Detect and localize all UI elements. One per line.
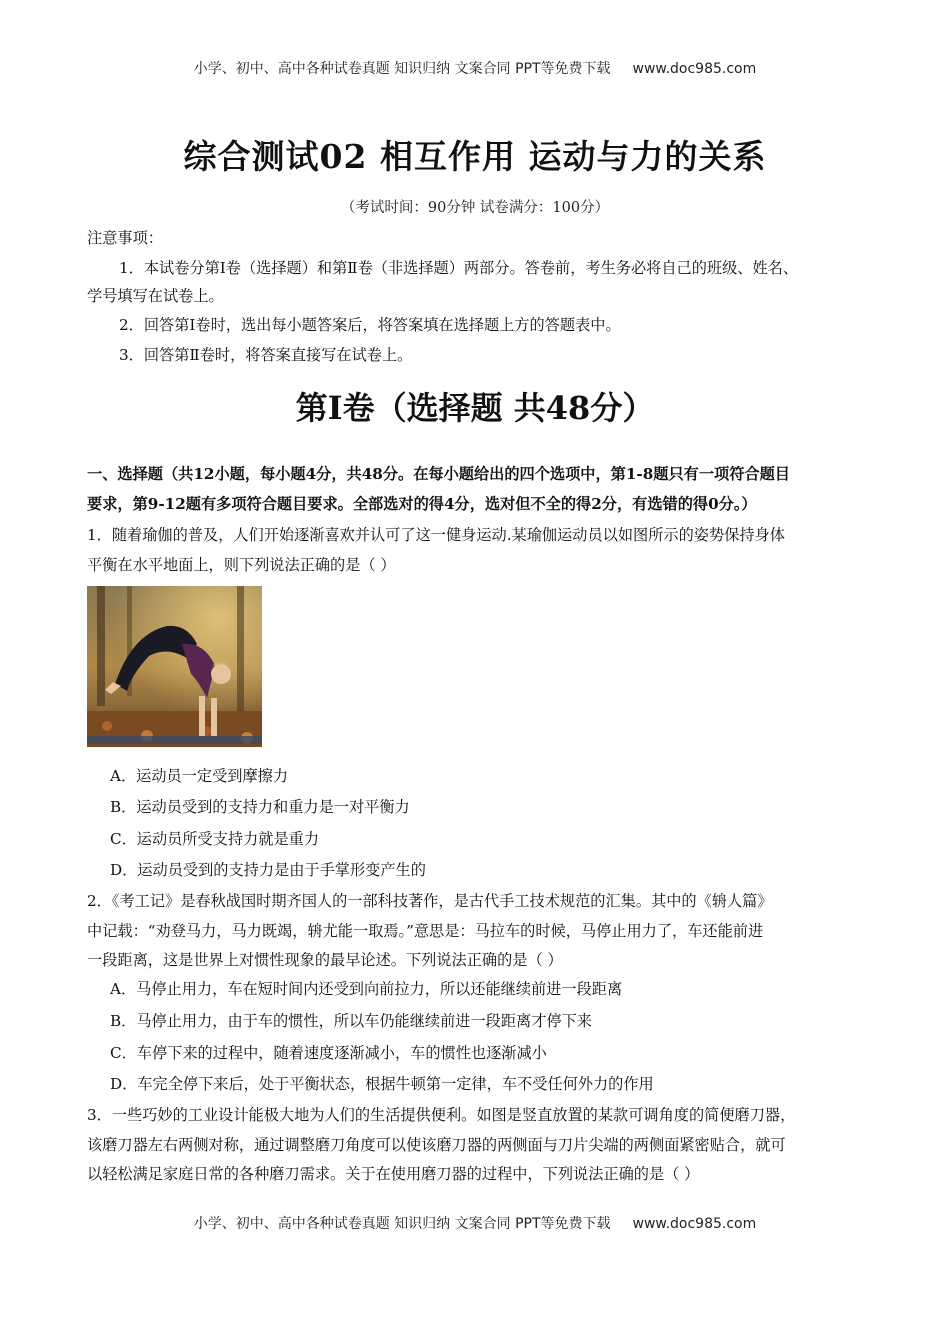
part-heading-line: 一、选择题（共12小题，每小题4分，共48分。在每小题给出的四个选项中，第1-8题只有一项符合题目 <box>87 465 790 483</box>
footer-text: 小学、初中、高中各种试卷真题 知识归纳 文案合同 PPT等免费下载 <box>193 1216 611 1232</box>
note-line: 2．回答第Ⅰ卷时，选出每小题答案后，将答案填在选择题上方的答题表中。 <box>119 316 621 334</box>
option-d: D．车完全停下来后，处于平衡状态，根据牛顿第一定律，车不受任何外力的作用 <box>110 1075 654 1093</box>
note-line: 3．回答第Ⅱ卷时，将答案直接写在试卷上。 <box>119 346 413 364</box>
note-line: 学号填写在试卷上。 <box>87 287 224 305</box>
section-title: 第Ⅰ卷（选择题 共48分） <box>295 389 655 427</box>
question-stem: 以轻松满足家庭日常的各种磨刀需求。关于在使用磨刀器的过程中，下列说法正确的是（ ） <box>87 1165 700 1183</box>
option-c: C．运动员所受支持力就是重力 <box>110 830 320 848</box>
question-stem: 该磨刀器左右两侧对称，通过调整磨刀角度可以使该磨刀器的两侧面与刀片尖端的两侧面紧密贴合，就可 <box>87 1136 786 1154</box>
page-header <box>0 58 950 78</box>
header-site-link[interactable]: www.doc985.com <box>632 61 757 77</box>
header-text: 小学、初中、高中各种试卷真题 知识归纳 文案合同 PPT等免费下载 <box>193 61 611 77</box>
yoga-pose-image <box>87 586 262 747</box>
question-stem: 一段距离，这是世界上对惯性现象的最早论述。下列说法正确的是（ ） <box>87 951 563 969</box>
option-b: B．运动员受到的支持力和重力是一对平衡力 <box>110 798 410 816</box>
question-stem: 2．《考工记》是春秋战国时期齐国人的一部科技著作，是古代手工技术规范的汇集。其中的《辀人篇》 <box>87 892 773 910</box>
option-c: C．车停下来的过程中，随着速度逐渐减小，车的惯性也逐渐减小 <box>110 1044 547 1062</box>
yoga-photo <box>87 586 262 747</box>
question-stem: 平衡在水平地面上，则下列说法正确的是（ ） <box>87 556 396 574</box>
option-d: D．运动员受到的支持力是由于手掌形变产生的 <box>110 861 426 879</box>
note-line: 1．本试卷分第Ⅰ卷（选择题）和第Ⅱ卷（非选择题）两部分。答卷前，考生务必将自己的班级、姓名、 <box>119 259 799 277</box>
footer-site-link[interactable]: www.doc985.com <box>632 1216 757 1232</box>
page-footer <box>0 1213 950 1233</box>
notes-heading: 注意事项： <box>87 229 163 247</box>
exam-info: （考试时间：90分钟 试卷满分：100分） <box>340 200 610 216</box>
question-stem: 1．随着瑜伽的普及，人们开始逐渐喜欢并认可了这一健身运动.某瑜伽运动员以如图所示的姿势保持身体 <box>87 526 785 544</box>
option-b: B．马停止用力，由于车的惯性，所以车仍能继续前进一段距离才停下来 <box>110 1012 592 1030</box>
option-a: A．马停止用力，车在短时间内还受到向前拉力，所以还能继续前进一段距离 <box>110 980 623 998</box>
question-stem: 3．一些巧妙的工业设计能极大地为人们的生活提供便利。如图是竖直放置的某款可调角度的简便磨刀器， <box>87 1106 796 1124</box>
part-heading-line: 要求，第9-12题有多项符合题目要求。全部选对的得4分，选对但不全的得2分，有选错的得0分。） <box>87 495 757 513</box>
document-title: 综合测试02 相互作用 运动与力的关系 <box>183 137 767 176</box>
option-a: A．运动员一定受到摩擦力 <box>110 767 289 785</box>
question-stem: 中记载：“劝登马力，马力既竭，辀尤能一取焉。”意思是：马拉车的时候，马停止用力了，车还能前进 <box>87 922 764 940</box>
